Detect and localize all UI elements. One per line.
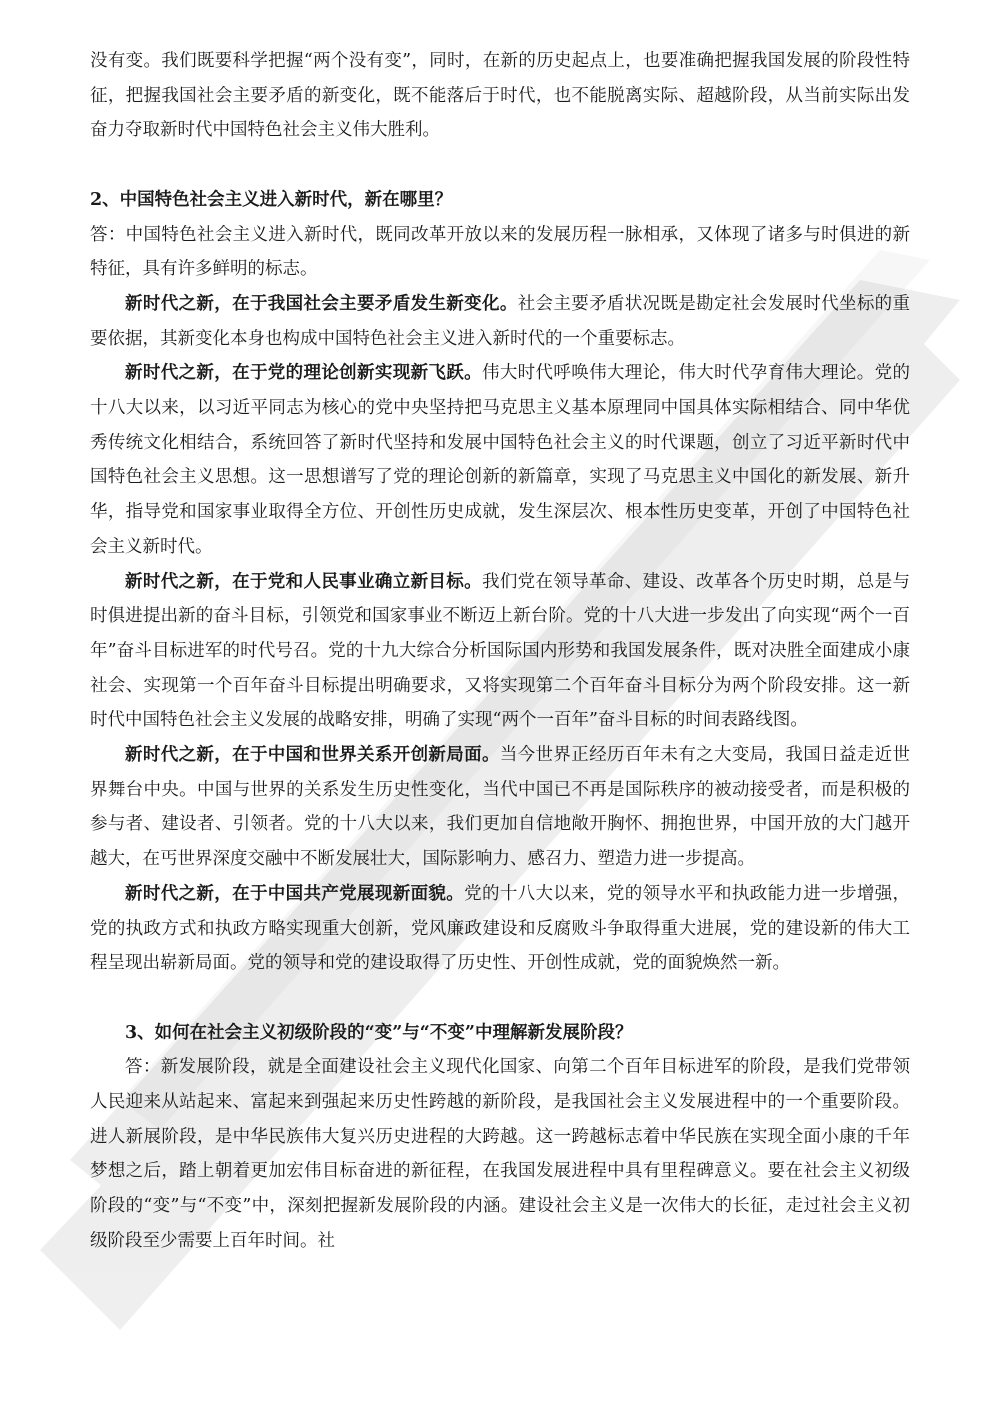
section-lead: 新时代之新，在于党的理论创新实现新飞跃。 [125,363,482,384]
question-3-heading: 3、如何在社会主义初级阶段的“变”与“不变”中理解新发展阶段？ [125,1022,633,1043]
section-body: 当今世界正经历百年未有之大变局，我国日益走近世界舞台中央。中国与世界的关系发生历史性变化，当代中国已不再是国际秩序的被动接受者，而是积极的参与者、建设者、引领者。党的十八大以来，我们更加自信地敞开胸怀、拥抱世界，中国开放的大门越开越大，在丐世界深度交融中不断发展壮大，国际影响力、感召力、塑造力进一步提高。 [90,745,911,870]
question-2-heading: 2、中国特色社会主义进入新时代，新在哪里？ [90,189,453,210]
section-party-new-look [90,877,910,981]
section-new-contradiction [90,287,910,356]
spacer [90,981,910,1016]
section-lead: 新时代之新，在于中国共产党展现新面貌。 [125,883,465,904]
question-3-answer: 答：新发展阶段，就是全面建设社会主义现代化国家、向第二个百年目标进军的阶段，是我们党带领人民迎来从站起来、富起来到强起来历史性跨越的新阶段，是我国社会主义发展进程中的一个重要阶段。进人新展阶段，是中华民族伟大复兴历史进程的大跨越。这一跨越标志着中华民族在实现全面小康的千年梦想之后，踏上朝着更加宏伟目标奋进的新征程，在我国发展进程中具有里程碑意义。要在社会主义初级阶段的“变”与“不变”中，深刻把握新发展阶段的内涵。建设社会主义是一次伟大的长征，走过社会主义初级阶段至少需要上百年时间。社 [90,1057,910,1251]
section-lead: 新时代之新，在于中国和世界关系开创新局面。 [125,745,500,766]
section-lead: 新时代之新，在于我国社会主要矛盾发生新变化。 [125,293,518,314]
section-new-goals [90,565,910,739]
section-lead: 新时代之新，在于党和人民事业确立新目标。 [125,571,482,592]
section-body: 我们党在领导革命、建设、改革各个历史时期，总是与时俱进提出新的奋斗目标，引领党和国家事业不断迈上新台阶。党的十八大进一步发出了向实现“两个一百年”奋斗目标进军的时代号召。党的十九大综合分析国际国内形势和我国发展条件，既对决胜全面建成小康社会、实现第一个百年奋斗目标提出明确要求，又将实现第二个百年奋斗目标分为两个阶段安排。这一新时代中国特色社会主义发展的战略安排，明确了实现“两个一百年”奋斗目标的时间表路线图。 [90,571,911,731]
section-theory-innovation [90,356,910,564]
spacer [90,148,910,183]
section-body: 社会主要矛盾状况既是勘定社会发展时代坐标的重要依据，其新变化本身也构成中国特色社会主义进入新时代的一个重要标志。 [90,293,911,349]
paragraph-intro: 没有变。我们既要科学把握“两个没有变”，同时，在新的历史起点上，也要准确把握我国发展的阶段性特征，把握我国社会主要矛盾的新变化，既不能落后于时代，也不能脱离实际、超越阶段，从当前实际出发奋力夺取新时代中国特色社会主义伟大胜利。 [90,51,910,141]
section-china-world [90,738,910,877]
section-body: 党的十八大以来，党的领导水平和执政能力进一步增强，党的执政方式和执政方略实现重大创新，党风廉政建设和反腐败斗争取得重大进展，党的建设新的伟大工程呈现出崭新局面。党的领导和党的建设取得了历史性、开创性成就，党的面貌焕然一新。 [90,883,911,974]
document-body [90,44,910,1259]
section-body: 伟大时代呼唤伟大理论，伟大时代孕育伟大理论。党的十八大以来，以习近平同志为核心的党中央坚持把马克思主义基本原理同中国具体实际相结合、同中华优秀传统文化相结合，系统回答了新时代坚持和发展中国特色社会主义的时代课题，创立了习近平新时代中国特色社会主义思想。这一思想谱写了党的理论创新的新篇章，实现了马克思主义中国化的新发展、新升华，指导党和国家事业取得全方位、开创性历史成就，发生深层次、根本性历史变革，开创了中国特色社会主义新时代。 [90,363,911,557]
question-2-answer: 答：中国特色社会主义进入新时代，既同改革开放以来的发展历程一脉相承，又体现了诸多与时俱进的新特征，具有许多鲜明的标志。 [90,224,910,280]
